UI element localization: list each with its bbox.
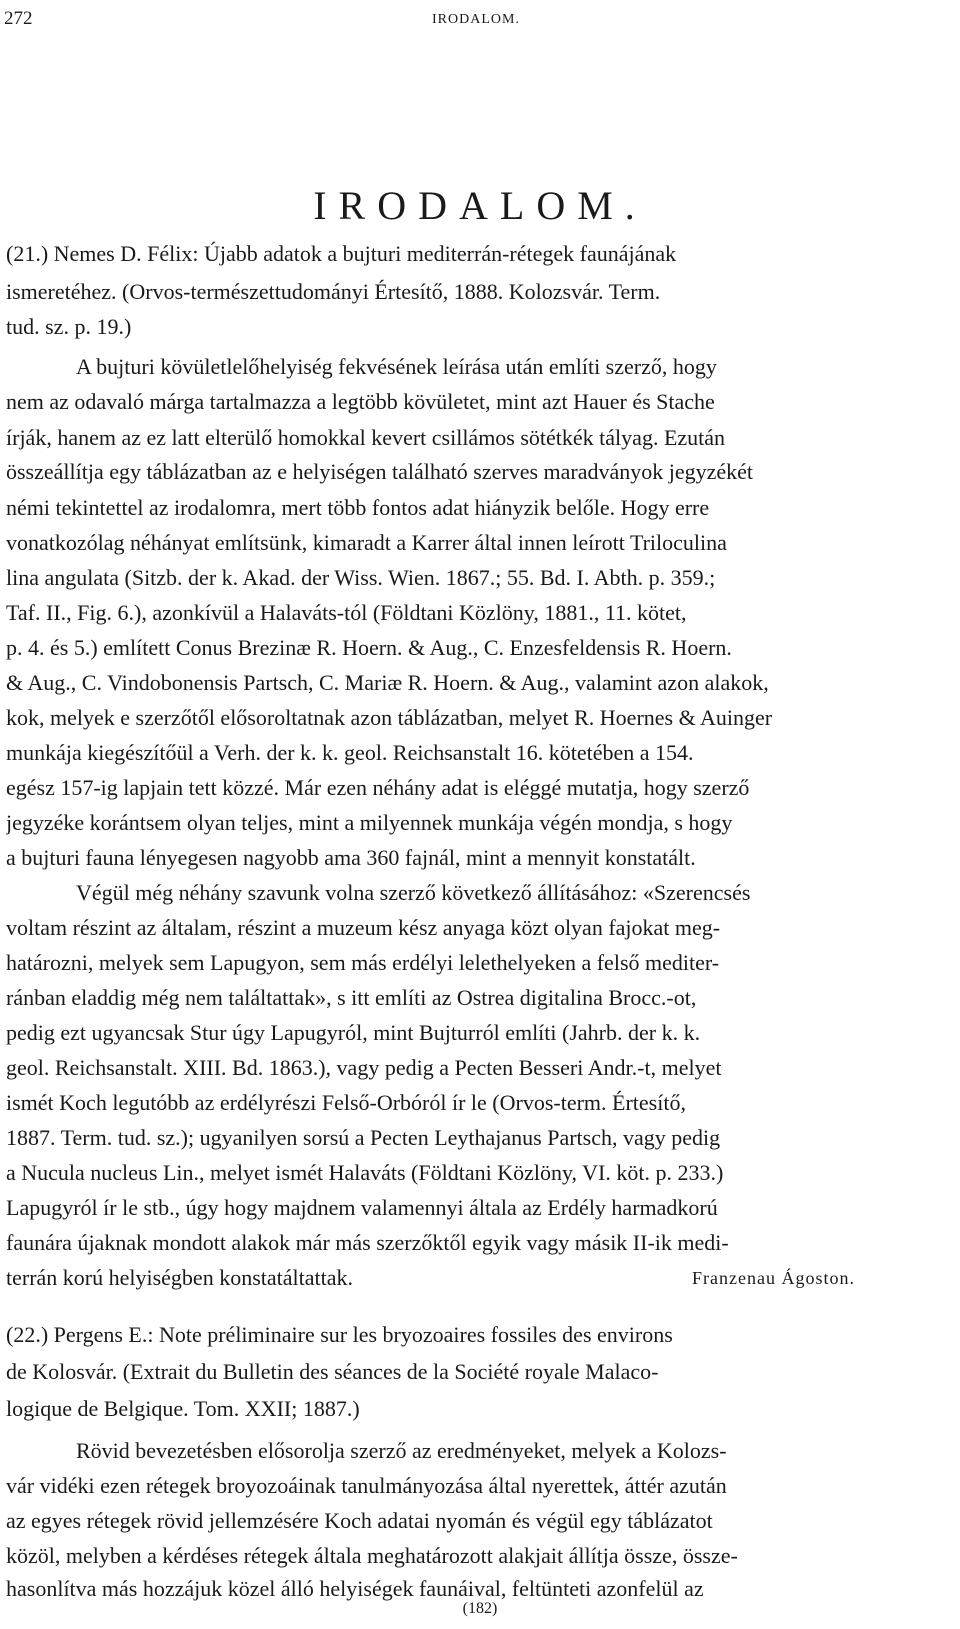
entry-21-line: a Nucula nucleus Lin., melyet ismét Halaváts (Földtani Közlöny, VI. köt. p. 233.): [6, 1160, 724, 1185]
entry-21-line: (21.) Nemes D. Félix: Újabb adatok a bujturi mediterrán-rétegek faunájának: [6, 241, 677, 266]
entry-21-line: ismét Koch legutóbb az erdélyrészi Felső-Orbóról ír le (Orvos-term. Értesítő,: [6, 1090, 686, 1115]
entry-21-line: tud. sz. p. 19.): [6, 314, 132, 339]
entry-22-line: az egyes rétegek rövid jellemzésére Koch adatai nyomán és végül egy táblázatot: [6, 1508, 713, 1533]
entry-21-line: A bujturi kövületlelőhelyiség fekvésének leírása után említi szerző, hogy: [76, 354, 717, 379]
entry-21-line: voltam részint az általam, részint a muzeum kész anyaga közt olyan fajokat meg-: [6, 915, 721, 940]
entry-21-line: vonatkozólag néhányat említsünk, kimaradt a Karrer által innen leírott Triloculina: [6, 530, 727, 555]
entry-21-line: geol. Reichsanstalt. XIII. Bd. 1863.), vagy pedig a Pecten Besseri Andr.-t, melyet: [6, 1055, 722, 1080]
entry-21-line: némi tekintettel az irodalomra, mert több fontos adat hiányzik belőle. Hogy erre: [6, 495, 710, 520]
entry-21-line: ránban eladdig még nem találtattak», s itt említi az Ostrea digitalina Brocc.-ot,: [6, 985, 697, 1010]
entry-21-line: jegyzéke korántsem olyan teljes, mint a milyennek munkája végén mondja, s hogy: [6, 810, 733, 835]
entry-21-line: Végül még néhány szavunk volna szerző következő állításához: «Szerencsés: [76, 880, 751, 905]
entry-22-line: hasonlítva más hozzájuk közel álló helyiségek faunáival, feltünteti azonfelül az: [6, 1576, 704, 1601]
entry-22-line: de Kolosvár. (Extrait du Bulletin des séances de la Société royale Malaco-: [6, 1359, 659, 1384]
section-title: IRODALOM.: [313, 183, 647, 228]
entry-22-line: közöl, melyben a kérdéses rétegek általa meghatározott alakjait állítja össze, össze-: [6, 1543, 738, 1568]
entry-21-line: terrán korú helyiségben konstatáltattak.: [6, 1265, 353, 1290]
entry-21-line: Lapugyról ír le stb., úgy hogy majdnem valamennyi általa az Erdély harmadkorú: [6, 1195, 718, 1220]
entry-21-line: lina angulata (Sitzb. der k. Akad. der Wiss. Wien. 1867.; 55. Bd. I. Abth. p. 359.;: [6, 565, 716, 590]
entry-21-line: pedig ezt ugyancsak Stur úgy Lapugyról, mint Bujturról említi (Jahrb. der k. k.: [6, 1020, 701, 1045]
entry-21-line: írják, hanem az ez latt elterülő homokkal kevert csillámos sötétkék tályag. Ezután: [6, 425, 726, 450]
entry-21-line: a bujturi fauna lényegesen nagyobb ama 360 fajnál, mint a mennyit konstatált.: [6, 845, 696, 870]
entry-21-line: egész 157-ig lapjain tett közzé. Már ezen néhány adat is eléggé mutatja, hogy szerző: [6, 775, 750, 800]
footer-page-code: (182): [462, 1600, 498, 1617]
entry-22-line: (22.) Pergens E.: Note préliminaire sur les bryozoaires fossiles des environs: [6, 1322, 673, 1347]
entry-22-line: vár vidéki ezen rétegek broyozoáinak tanulmányozása által nyerettek, áttér azután: [6, 1473, 727, 1498]
entry-22-line: Rövid bevezetésben elősorolja szerző az eredményeket, melyek a Kolozs-: [76, 1438, 727, 1463]
entry-22-line: logique de Belgique. Tom. XXII; 1887.): [6, 1396, 360, 1421]
entry-21-line: ismeretéhez. (Orvos-természettudományi Értesítő, 1888. Kolozsvár. Term.: [6, 279, 661, 304]
entry-21-line: kok, melyek e szerzőtől elősoroltatnak azon táblázatban, melyet R. Hoernes & Auinger: [6, 705, 773, 730]
entry-21-signature: Franzenau Ágoston.: [692, 1268, 855, 1288]
entry-21-line: & Aug., C. Vindobonensis Partsch, C. Mariæ R. Hoern. & Aug., valamint azon alakok,: [6, 670, 769, 695]
entry-21-line: határozni, melyek sem Lapugyon, sem más erdélyi lelethelyeken a felső mediter-: [6, 950, 720, 975]
entry-21-line: faunára újaknak mondott alakok már más szerzőktől egyik vagy másik II-ik medi-: [6, 1230, 729, 1255]
entry-21-line: 1887. Term. tud. sz.); ugyanilyen sorsú a Pecten Leythajanus Partsch, vagy pedig: [6, 1125, 721, 1150]
running-title: IRODALOM.: [432, 12, 520, 27]
entry-21-line: munkája kiegészítőül a Verh. der k. k. geol. Reichsanstalt 16. kötetében a 154.: [6, 740, 694, 765]
page-number: 272: [4, 8, 33, 29]
entry-21-line: p. 4. és 5.) említett Conus Brezinæ R. Hoern. & Aug., C. Enzesfeldensis R. Hoern.: [6, 635, 732, 660]
entry-21-line: nem az odavaló márga tartalmazza a legtöbb kövületet, mint azt Hauer és Stache: [6, 389, 715, 414]
entry-21-line: összeállítja egy táblázatban az e helyiségen található szerves maradványok jegyzékét: [6, 459, 754, 484]
entry-21-line: Taf. II., Fig. 6.), azonkívül a Halaváts-tól (Földtani Közlöny, 1881., 11. kötet,: [6, 600, 687, 625]
